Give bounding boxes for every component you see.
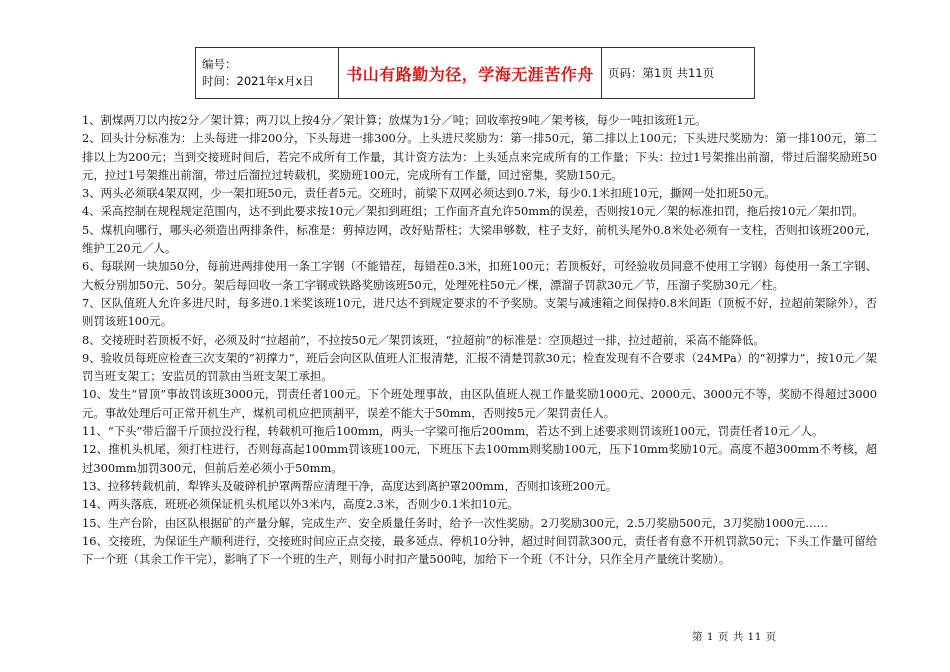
header-slogan: 书山有路勤为径，学海无涯苦作舟 [339,48,602,99]
rule-paragraph: 4、采高控制在规程规定范围内，达不到此要求按10元／架扣到班组；工作面齐直允许50mm的误差，否则按10元／架的标准扣罚，拖后按10元／架扣罚。 [82,204,864,219]
rule-paragraph: 13、拉移转载机前，犁铧头及破碎机护罩两帮应清理干净，高度达到离护罩200mm，否则扣该班200元。 [82,478,618,493]
rule-paragraph: 3、两头必须联4架双网，少一架扣班50元，责任者5元。交班时，前梁下双网必须达到0.7米，每少0.1米扣班10元，撕网一处扣班50元。 [82,186,776,201]
footer-page-number: 第 1 页 共 11 页 [692,631,777,643]
header-page-number: 页码：第1页 共11页 [602,48,755,99]
rule-paragraph: 8、交接班时若顶板不好，必须及时“拉超前”，不拉按50元／架罚该班，“拉超前”的标准是：空顶超过一排，拉过超前，采高不能降低。 [82,332,765,347]
header-info-cell [196,48,339,99]
rule-paragraph: 15、生产台阶，由区队根据矿的产量分解，完成生产、安全质量任务时，给予一次性奖励。2刀奖励300元，2.5刀奖励500元，3刀奖励1000元…… [82,515,829,530]
rule-paragraph: 2、回头计分标准为：上头每进一排200分，下头每进一排300分。上头进尺奖励为：第一排50元，第二排以上100元；下头进尺奖励为：第一排100元，第二排以上为200元；当到交接班时间后，若完不成所有工作量，其计资方法为：上头延点来完成所有的工作量；下头：拉过1号架推出前溜，带过后溜奖励班50元，拉过1号架推出前溜，带过后溜拉过转载机，奖励班100元，完成所有工作量，回过密集，奖励150元。 [82,131,877,182]
document-body [82,111,877,568]
rule-paragraph: 16、交接班，为保证生产顺利进行，交接班时间应正点交接，最多延点、停机10分钟，超过时间罚款300元，责任者有意不开机罚款50元；下头工作量可留给下一个班（其余工作干完），影响了下一个班的生产，则每小时扣产量500吨，加给下一个班（不计分，只作全月产量统计奖励）。 [82,533,877,567]
rule-paragraph: 12、推机头机尾，须打柱进行，否则每高起100mm罚该班100元，下班压下去100mm则奖励100元，压下10mm奖励10元。高度不超300mm不考核，超过300mm加罚300元，但前后差必须小于50mm。 [82,442,877,475]
rule-paragraph: 9、验收员每班应检查三次支架的“初撑力”，班后会向区队值班人汇报清楚，汇报不清楚罚款30元；检查发现有不合要求（24MPa）的“初撑力”，按10元／架罚当班支架工；安监员的罚款由当班支架工承担。 [82,350,877,384]
rule-paragraph: 14、两头落底，班班必须保证机头机尾以外3米内，高度2.3米，否则少0.1米扣10元。 [82,497,519,512]
header-table [195,47,755,99]
rule-paragraph: 6、每联网一块加50分，每前进两排使用一条工字钢（不能错茬，每错茬0.3米，扣班100元；若顶板好，可经验收员同意不使用工字钢）每使用一条工字钢、大板分别加50元、50分。架后每回收一条工字钢或铁路奖励该班50元，处理死柱50元／棵，漂溜子罚款30元／节，压溜子奖励30元／柱。 [82,259,877,292]
rule-paragraph: 5、煤机向哪行，哪头必须造出两排条件，标准是：剪掉边网，改好贴帮柱；大梁串够数，柱子支好，前机头尾外0.8米处必须有一支柱，否则扣该班200元，维护工20元／人。 [82,222,877,256]
rule-paragraph: 10、发生“冒顶”事故罚该班3000元，罚责任者100元。下个班处理事故，由区队值班人视工作量奖励1000元、2000元、3000元不等，奖励不得超过3000元。事故处理后可正常开机生产，煤机司机应把顶割平，误差不能大于50mm，否则按5元／架罚责任人。 [82,387,877,420]
rule-paragraph: 7、区队值班人允许多进尺时，每多进0.1米奖该班10元，进尺达不到规定要求的不予奖励。支架与减速箱之间保持0.8米间距（顶板不好，拉超前架除外），否则罚该班100元。 [82,295,877,329]
document-number-label: 编号： [202,57,237,71]
rule-paragraph: 11、“下头”带后溜千斤顶拉没行程，转载机可拖后100mm，两头一字梁可拖后200mm，若达不到上述要求则罚该班100元，罚责任者10元／人。 [82,424,824,439]
rule-paragraph: 1、割煤两刀以内按2分／架计算；两刀以上按4分／架计算；放煤为1分／吨；回收率按9吨／架考核，每少一吨扣该班1元。 [82,113,707,127]
document-time-label: 时间：2021年x月x日 [202,74,314,88]
